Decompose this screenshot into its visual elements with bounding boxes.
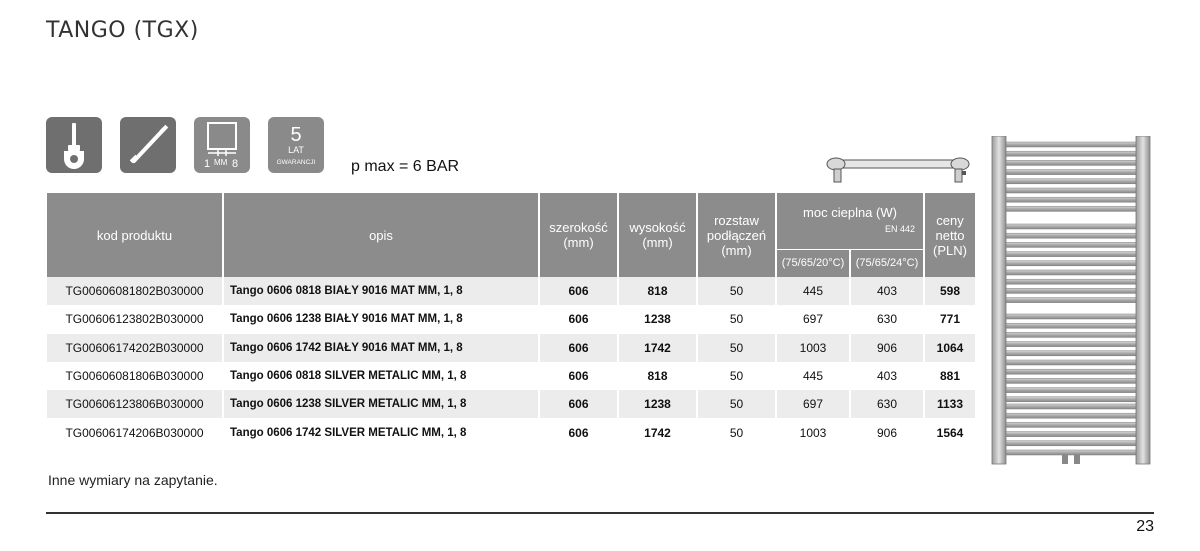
table-row — [47, 418, 975, 446]
radiator-bar — [1004, 378, 1138, 383]
cell-szerokosc: 606 — [539, 334, 618, 362]
warranty-badge — [268, 117, 324, 173]
cell-moc-20: 445 — [776, 362, 850, 390]
cell-opis: Tango 0606 1742 BIAŁY 9016 MAT MM, 1, 8 — [223, 334, 539, 362]
cell-wysokosc: 1742 — [618, 334, 697, 362]
connection-diagram-icon — [824, 155, 974, 191]
radiator-bar — [1004, 323, 1138, 328]
radiator-bar — [1004, 388, 1138, 393]
cell-kod: TG00606123806B030000 — [47, 390, 223, 418]
radiator-bar — [1004, 279, 1138, 284]
cell-cena: 771 — [924, 305, 975, 333]
feature-icons — [46, 117, 324, 173]
cell-wysokosc: 818 — [618, 362, 697, 390]
header-moc-label: moc cieplna (W) — [803, 204, 897, 220]
radiator-bar — [1004, 242, 1138, 247]
cell-wysokosc: 1238 — [618, 305, 697, 333]
radiator-bar — [1004, 160, 1138, 165]
cell-moc-20: 1003 — [776, 418, 850, 446]
cell-opis: Tango 0606 1238 BIAŁY 9016 MAT MM, 1, 8 — [223, 305, 539, 333]
table-row — [47, 277, 975, 305]
cell-kod: TG00606081802B030000 — [47, 277, 223, 305]
radiator-bar — [1004, 360, 1138, 365]
cell-moc-20: 697 — [776, 390, 850, 418]
cell-szerokosc: 606 — [539, 390, 618, 418]
cell-rozstaw: 50 — [697, 305, 776, 333]
cell-szerokosc: 606 — [539, 418, 618, 446]
cell-rozstaw: 50 — [697, 362, 776, 390]
cell-kod: TG00606081806B030000 — [47, 362, 223, 390]
cell-kod: TG00606123802B030000 — [47, 305, 223, 333]
radiator-bar — [1004, 351, 1138, 356]
cell-cena: 1564 — [924, 418, 975, 446]
header-moc — [776, 193, 924, 249]
table-row — [47, 390, 975, 418]
radiator-bar — [1004, 432, 1138, 437]
cell-moc-24: 906 — [850, 334, 924, 362]
towel-bar-icon — [120, 117, 176, 173]
cell-kod: TG00606174206B030000 — [47, 418, 223, 446]
cell-moc-20: 697 — [776, 305, 850, 333]
header-szerokosc: szerokość (mm) — [539, 193, 618, 277]
radiator-bar — [1004, 142, 1138, 147]
pressure-max: p max = 6 BAR — [351, 158, 460, 175]
warranty-years: 5 — [290, 124, 302, 146]
cell-wysokosc: 818 — [618, 277, 697, 305]
radiator-bar — [1004, 342, 1138, 347]
cell-moc-20: 1003 — [776, 334, 850, 362]
cell-opis: Tango 0606 0818 BIAŁY 9016 MAT MM, 1, 8 — [223, 277, 539, 305]
product-table — [47, 193, 975, 447]
radiator-bar — [1004, 270, 1138, 275]
cell-cena: 1064 — [924, 334, 975, 362]
cell-wysokosc: 1238 — [618, 390, 697, 418]
warranty-label: GWARANCJI — [276, 159, 316, 166]
size-mid-label: MM — [214, 158, 228, 167]
radiator-bar — [1004, 206, 1138, 211]
cell-wysokosc: 1742 — [618, 418, 697, 446]
cell-szerokosc: 606 — [539, 277, 618, 305]
cell-opis: Tango 0606 1238 SILVER METALIC MM, 1, 8 — [223, 390, 539, 418]
cell-opis: Tango 0606 0818 SILVER METALIC MM, 1, 8 — [223, 362, 539, 390]
cell-moc-20: 445 — [776, 277, 850, 305]
header-moc-24: (75/65/24°C) — [850, 249, 924, 277]
header-moc-20: (75/65/20°C) — [776, 249, 850, 277]
cell-moc-24: 630 — [850, 305, 924, 333]
cell-moc-24: 403 — [850, 362, 924, 390]
radiator-bar — [1004, 179, 1138, 184]
radiator-image — [990, 136, 1154, 466]
radiator-bar — [1004, 252, 1138, 257]
cell-opis: Tango 0606 1742 SILVER METALIC MM, 1, 8 — [223, 418, 539, 446]
radiator-bar — [1004, 332, 1138, 337]
cell-rozstaw: 50 — [697, 277, 776, 305]
radiator-bar — [1004, 188, 1138, 193]
radiator-bar — [1004, 288, 1138, 293]
radiator-bar — [1004, 413, 1138, 418]
cell-cena: 598 — [924, 277, 975, 305]
cell-moc-24: 906 — [850, 418, 924, 446]
radiator-bar — [1004, 441, 1138, 446]
header-kod: kod produktu — [47, 193, 223, 277]
cell-szerokosc: 606 — [539, 362, 618, 390]
radiator-bar — [1004, 404, 1138, 409]
warranty-lat: LAT — [288, 145, 304, 155]
radiator-bar — [1004, 298, 1138, 303]
header-opis: opis — [223, 193, 539, 277]
radiator-bar — [1004, 422, 1138, 427]
radiator-bar — [1004, 233, 1138, 238]
cell-kod: TG00606174202B030000 — [47, 334, 223, 362]
table-row — [47, 362, 975, 390]
note-text: Inne wymiary na zapytanie. — [48, 472, 218, 488]
radiator-bar — [1004, 397, 1138, 402]
cell-cena: 881 — [924, 362, 975, 390]
radiator-bar — [1004, 151, 1138, 156]
radiator-bar — [1004, 170, 1138, 175]
footer-divider — [46, 512, 1154, 514]
radiator-bar — [1004, 369, 1138, 374]
header-rozstaw: rozstaw podłączeń (mm) — [697, 193, 776, 277]
cell-rozstaw: 50 — [697, 334, 776, 362]
radiator-bar — [1004, 314, 1138, 319]
radiator-bar — [1004, 450, 1138, 455]
cell-cena: 1133 — [924, 390, 975, 418]
cell-moc-24: 403 — [850, 277, 924, 305]
size-right-label: 8 — [232, 158, 239, 170]
header-wysokosc: wysokość (mm) — [618, 193, 697, 277]
table-row — [47, 334, 975, 362]
size-left-label: 1 — [204, 158, 211, 170]
cell-rozstaw: 50 — [697, 390, 776, 418]
header-ceny: ceny netto (PLN) — [924, 193, 975, 277]
page-number: 23 — [1136, 518, 1154, 535]
connection-size-icon — [194, 117, 250, 173]
heating-element-icon — [46, 117, 102, 173]
page-title: TANGO (TGX) — [46, 18, 199, 43]
radiator-bar — [1004, 197, 1138, 202]
cell-moc-24: 630 — [850, 390, 924, 418]
cell-rozstaw: 50 — [697, 418, 776, 446]
header-en442: EN 442 — [884, 223, 916, 234]
radiator-bar — [1004, 224, 1138, 229]
radiator-bar — [1004, 261, 1138, 266]
table-row — [47, 305, 975, 333]
cell-szerokosc: 606 — [539, 305, 618, 333]
